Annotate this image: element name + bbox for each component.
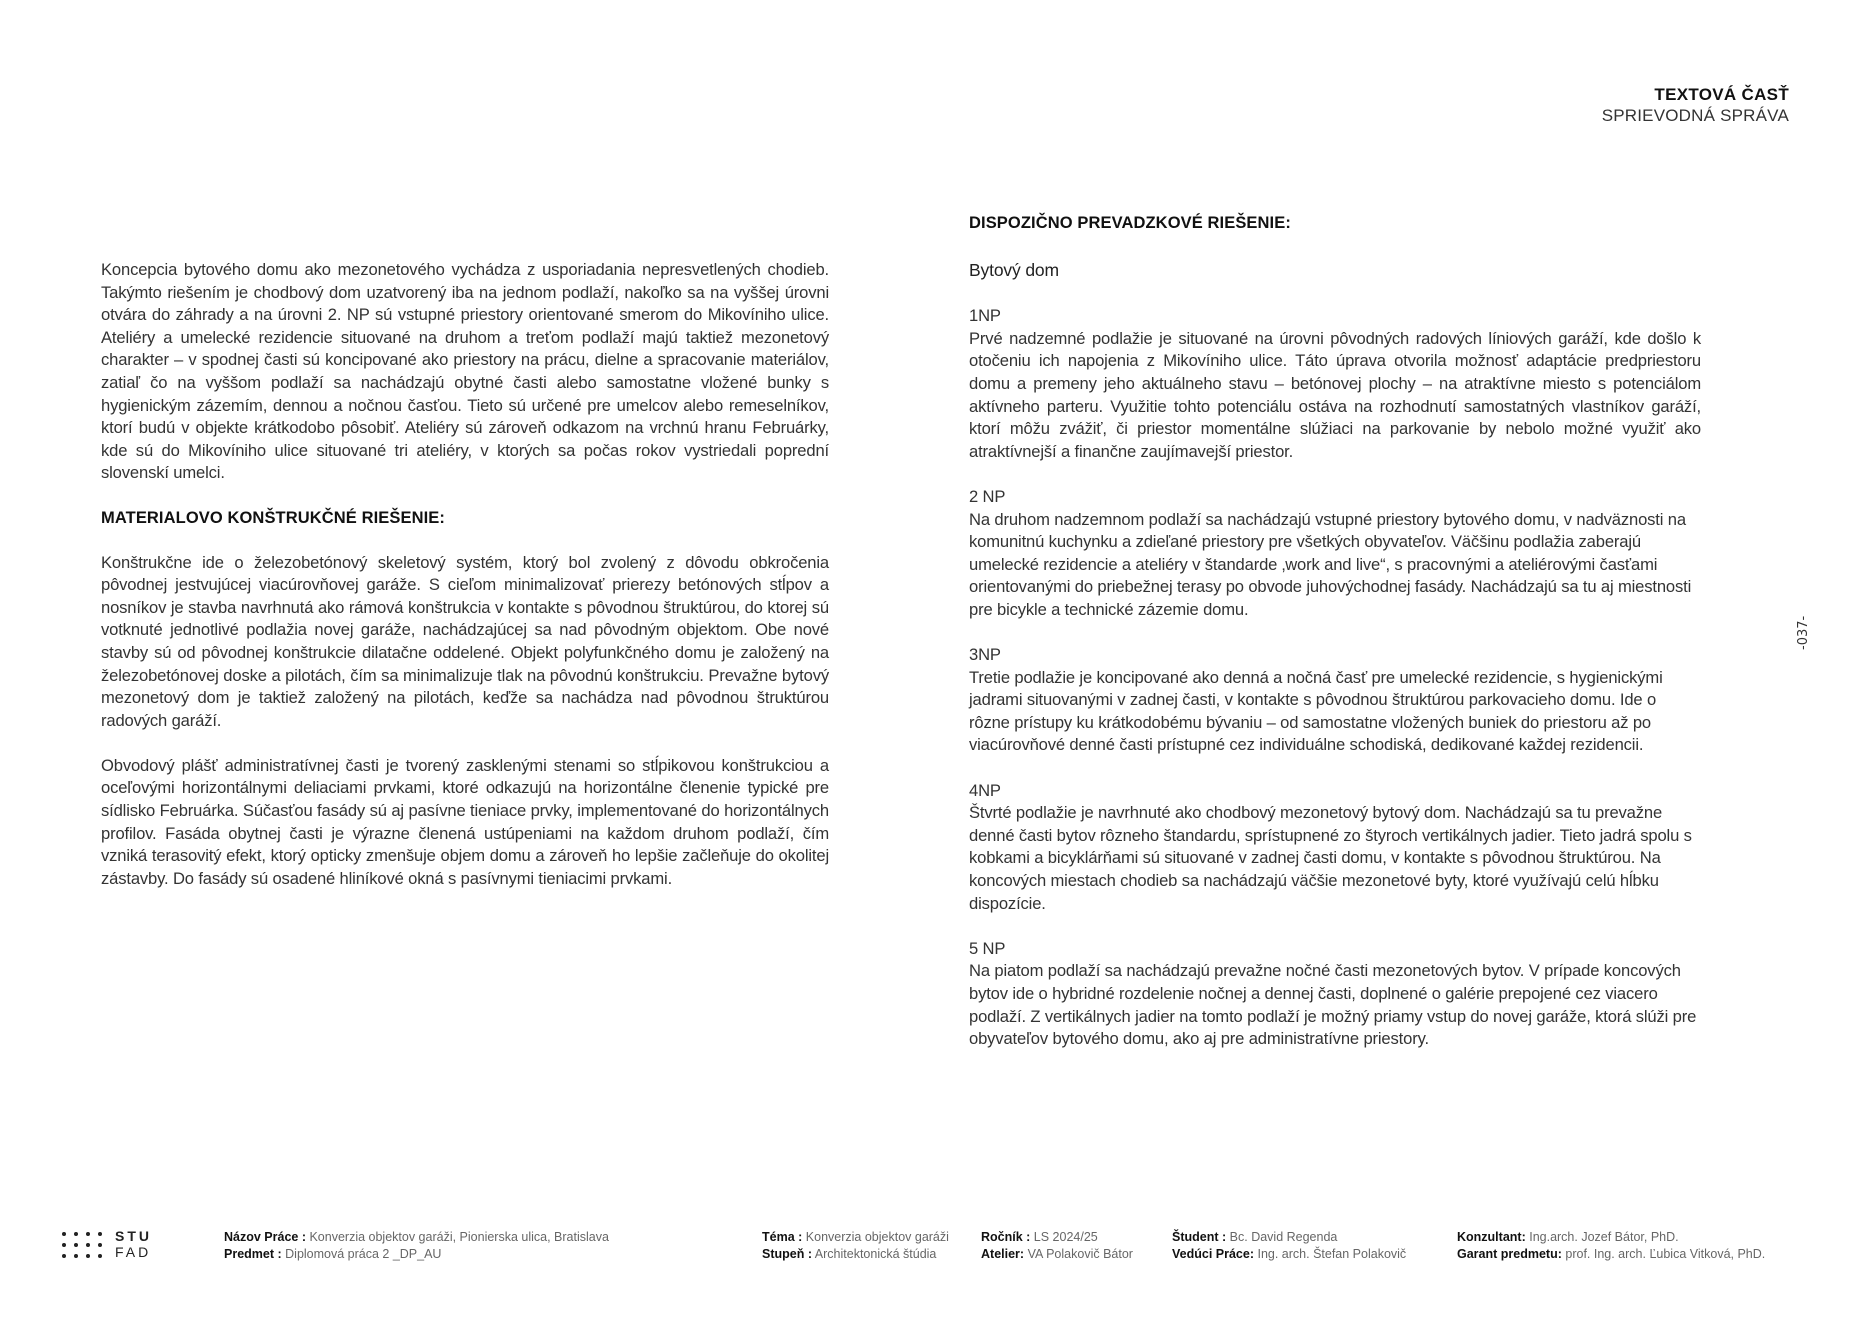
floor-text: Na piatom podlaží sa nachádzajú prevažne nočné časti mezonetových bytov. V prípade koncových bytov ide o hybridné rozdelenie nočnej a dennej časti, doplnené o galérie prepojené cez viacero podlaží. Z vertikálnych jadier na tomto podlaží je možný priamy vstup do novej garáže, ktorá slúži pre obyvateľov bytového domu, ako aj pre administratívne priestory. xyxy=(969,961,1697,1049)
footer-label: Predmet : xyxy=(224,1247,282,1261)
floor-section-4np xyxy=(969,780,1701,916)
footer-value: Konverzia objektov garáži, Pionierska ulica, Bratislava xyxy=(309,1230,609,1244)
floor-section-3np xyxy=(969,644,1701,757)
footer-value: Bc. David Regenda xyxy=(1229,1230,1338,1244)
floor-section-1np xyxy=(969,305,1701,463)
footer-value: Ing. arch. Štefan Polakovič xyxy=(1257,1247,1407,1261)
floor-label: 4NP xyxy=(969,780,1001,800)
footer-label: Vedúci Práce: xyxy=(1172,1247,1254,1261)
floor-text: Štvrté podlažie je navrhnuté ako chodbový mezonetový bytový dom. Nachádzajú sa tu prevažne denné časti bytov rôzneho štandardu, sprístupnené zo štyroch vertikálnych jadier. Tieto jadrá spolu s kobkami a bicyklárňami sú situované v zadnej časti domu, v kontakte s pôvodnou štruktúrou. Na koncových miestach chodieb sa nachádzajú väčšie mezonetové byty, ktoré využívajú celú hĺbku dispozície. xyxy=(969,803,1692,913)
section-heading-disposition: DISPOZIČNO PREVADZKOVÉ RIEŠENIE: xyxy=(969,214,1291,232)
footer-label: Stupeň : xyxy=(762,1247,812,1261)
floor-label: 1NP xyxy=(969,306,1001,326)
page-header xyxy=(1602,84,1789,126)
left-column xyxy=(101,259,829,890)
floor-section-2np xyxy=(969,486,1701,622)
footer-block-topic xyxy=(762,1229,949,1263)
footer-label: Konzultant: xyxy=(1457,1230,1526,1244)
intro-paragraph: Koncepcia bytového domu ako mezonetového vychádza z usporiadania nepresvetlených chodieb. Takýmto riešením je chodbový dom uzatvorený iba na jednom podlaží, nakoľko sa na vyššej úrovni otvára do záhrady a na úrovni 2. NP sú vstupné priestory orientované smerom do Mikovíniho ulice. Ateliéry a umelecké rezidencie situované na druhom a treťom podlaží majú taktiež mezonetový charakter – v spodnej časti sú koncipované ako priestory na prácu, dielne a spracovanie materiálov, zatiaľ čo na vyššom podlaží sa nachádzajú obytné časti alebo samostatne vložené bunky s hygienickým zázemím, dennou a nočnou časťou. Tieto sú určené pre umelcov alebo remeselníkov, ktorí budú v objekte krátkodobo pôsobiť. Ateliéry sú zároveň odkazom na vrchnú hranu Februárky, kde sú do Mikovíniho ulice situované tri ateliéry, v ktorých sa počas rokov vystriedali poprední slovenskí umelci. xyxy=(101,260,829,483)
floor-text: Na druhom nadzemnom podlaží sa nachádzajú vstupné priestory bytového domu, v nadväznosti na komunitnú kuchynku a zdieľané priestory pre všetkých obyvateľov. Väčšinu podlažia zaberajú umelecké rezidencie a ateliéry v štandarde ‚work and live“, s pracovnými a ateliérovými časťami orientovanými do priebežnej terasy po obvode juhovýchodnej fasády. Nachádzajú sa tu aj miestnosti pre bicykle a technické zázemie domu. xyxy=(969,509,1692,619)
floor-section-5np xyxy=(969,938,1701,1051)
footer-block-consultant xyxy=(1457,1229,1765,1263)
footer-block-student xyxy=(1172,1229,1406,1263)
dot-grid-logo-icon xyxy=(62,1232,103,1259)
footer-label: Študent : xyxy=(1172,1230,1227,1244)
footer-block-title xyxy=(224,1229,609,1263)
floor-label: 2 NP xyxy=(969,486,1006,506)
stu-fad-logo xyxy=(62,1230,162,1266)
paragraph-facade: Obvodový plášť administratívnej časti je tvorený zasklenými stenami so stĺpikovou konštrukciou a oceľovými horizontálnymi deliaciami prvkami, ktoré odkazujú na horizontálne členenie typické pre sídlisko Februárka. Súčasťou fasády sú aj pasívne tieniace prvky, implementované do horizontálnych profilov. Fasáda obytnej časti je výrazne členená ustúpeniami na každom druhom podlaží, čím vzniká terasovitý efekt, ktorý opticky zmenšuje objem domu a zároveň ho lepšie začleňuje do okolitej zástavby. Do fasády sú osadené hliníkové okná s pasívnymi tieniacimi prvkami. xyxy=(101,755,829,888)
header-subtitle: SPRIEVODNÁ SPRÁVA xyxy=(1601,106,1789,125)
header-title: TEXTOVÁ ČASŤ xyxy=(1654,85,1789,104)
footer-value: Konverzia objektov garáži xyxy=(805,1230,949,1244)
footer-value: Ing.arch. Jozef Bátor, PhD. xyxy=(1529,1230,1679,1244)
page-number: -037- xyxy=(1796,615,1811,650)
subheading-residential: Bytový dom xyxy=(969,259,1059,280)
logo-stu: STU xyxy=(115,1228,152,1244)
footer-label: Garant predmetu: xyxy=(1457,1247,1562,1261)
footer-label: Téma : xyxy=(762,1230,803,1244)
paragraph-construction: Konštrukčne ide o železobetónový skeletový systém, ktorý bol zvolený z dôvodu obkročenia pôvodnej jestvujúcej viacúrovňovej garáže. S cieľom minimalizovať prierezy betónových stĺpov a nosníkov je stavba navrhnutá ako rámová konštrukcia v kontakte s pôvodnou štruktúrou, do ktorej sú votknuté jednotlivé podlažia novej garáže, nachádzajúcej sa nad pôvodným objektom. Obe nové stavby sú od pôvodnej konštrukcie dilatačne oddelené. Objekt polyfunkčného domu je založený na železobetónovej doske a pilotách, čím sa minimalizuje tlak na pôvodnú konštrukciu. Prevažne bytový mezonetový dom je taktiež založený na pilotách, keďže sa nachádza nad pôvodnou štruktúrou radových garáží. xyxy=(101,552,829,730)
right-column xyxy=(969,212,1701,1073)
floor-label: 3NP xyxy=(969,645,1001,665)
footer-value: VA Polakovič Bátor xyxy=(1027,1247,1133,1261)
footer-value: Architektonická štúdia xyxy=(814,1247,937,1261)
logo-fad: FAD xyxy=(115,1244,152,1260)
section-heading-material: MATERIALOVO KONŠTRUKČNÉ RIEŠENIE: xyxy=(101,508,446,527)
footer xyxy=(0,1229,1872,1269)
floor-text: Tretie podlažie je koncipované ako denná a nočná časť pre umelecké rezidencie, s hygienickými jadrami situovanými v zadnej časti, v kontakte s pôvodnou štruktúrou parkovacieho domu. Ide o rôzne prístupy ku krátkodobému bývaniu – od samostatne vložených buniek do priestoru až po viacúrovňové denné časti prístupné cez individuálne schodiská, dedikované každej rezidencii. xyxy=(969,667,1663,755)
floor-text: Prvé nadzemné podlažie je situované na úrovni pôvodných radových líniových garáží, kde došlo k otočeniu ich napojenia z Mikovíniho ulice. Táto úprava otvorila možnosť adaptácie predpriestoru domu a premeny jeho aktuálneho stavu – betónovej plochy – na atraktívne miesto s potenciálom aktívneho parteru. Využitie tohto potenciálu ostáva na rozhodnutí samostatných vlastníkov garáží, ktorí môžu zvážiť, či priestor momentálne slúžiaci na parkovanie by nebolo možné využiť ako atraktívnejší a finančne zaujímavejší priestor. xyxy=(969,328,1701,461)
footer-label: Názov Práce : xyxy=(224,1230,306,1244)
footer-label: Atelier: xyxy=(981,1247,1025,1261)
floor-label: 5 NP xyxy=(969,938,1006,958)
footer-value: LS 2024/25 xyxy=(1033,1230,1098,1244)
logo-text xyxy=(115,1228,152,1260)
footer-value: Diplomová práca 2 _DP_AU xyxy=(285,1247,442,1261)
footer-value: prof. Ing. arch. Ľubica Vitková, PhD. xyxy=(1565,1247,1766,1261)
footer-label: Ročník : xyxy=(981,1230,1031,1244)
footer-block-year xyxy=(981,1229,1133,1263)
